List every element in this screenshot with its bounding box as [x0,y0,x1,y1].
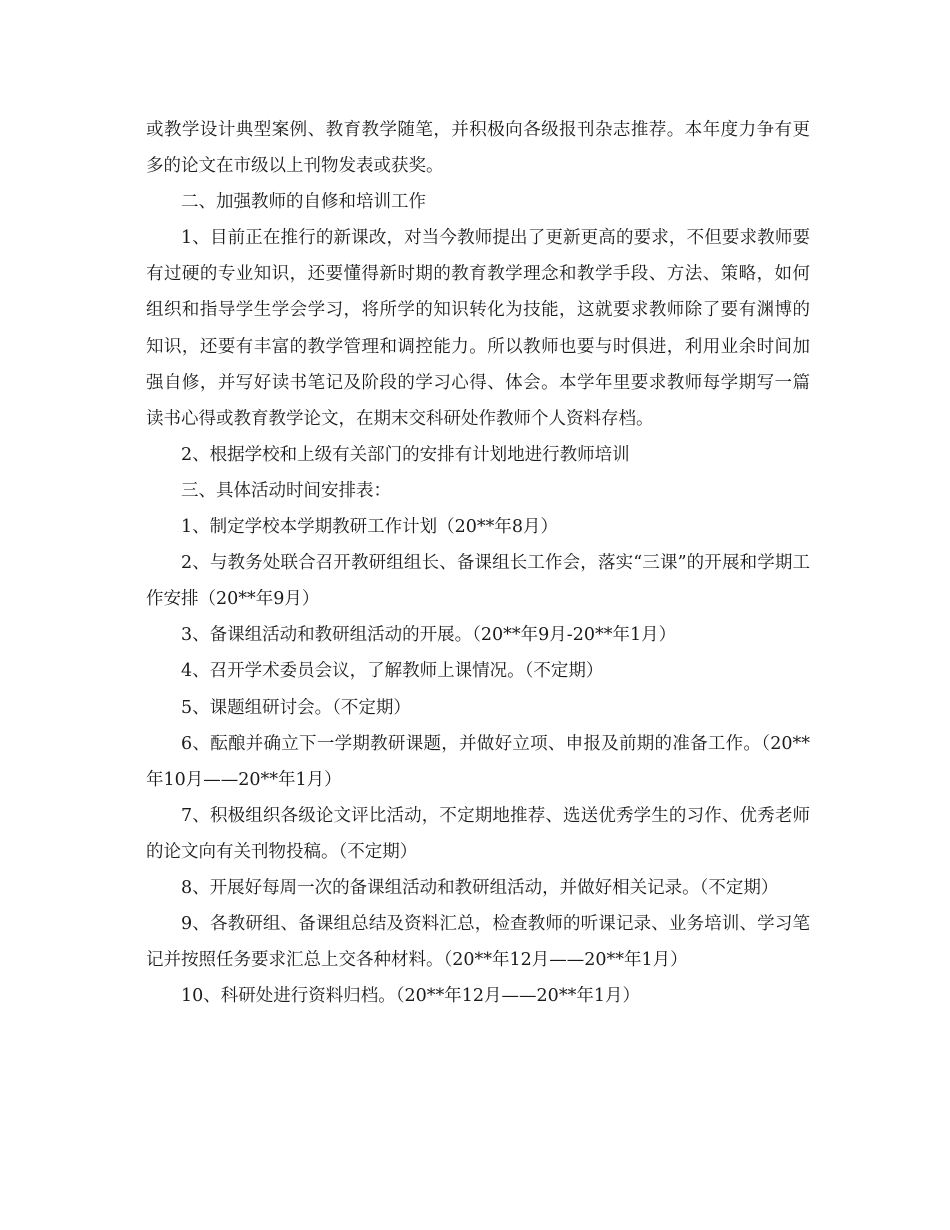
schedule-item-5: 5、课题组研讨会。（不定期） [181,697,411,718]
schedule-item-9: 9、各教研组、备课组总结及资料汇总，检查教师的听课记录、业务培训、学习笔记并按照任务要求汇总上交各种材料。（20**年12月——20**年1月） [146,914,810,971]
schedule-item-1: 1、制定学校本学期教研工作计划（20**年8月） [181,517,559,538]
schedule-item-4: 4、召开学术委员会议，了解教师上课情况。（不定期） [181,661,604,682]
schedule-item-10: 10、科研处进行资料归档。（20**年12月——20**年1月） [181,986,640,1007]
schedule-item-3: 3、备课组活动和教研组活动的开展。（20**年9月-20**年1月） [181,625,677,646]
paragraph-1: 或教学设计典型案例、教育教学随笔，并积极向各级报刊杂志推荐。本年度力争有更多的论文在市级以上刊物发表或获奖。 [146,120,810,177]
schedule-item-7: 7、积极组织各级论文评比活动，不定期地推荐、选送优秀学生的习作、优秀老师的论文向有关刊物投稿。（不定期） [146,805,810,862]
schedule-item-2: 2、与教务处联合召开教研组组长、备课组长工作会，落实“三课”的开展和学期工作安排（20**年9月） [146,553,810,610]
schedule-item-8: 8、开展好每周一次的备课组活动和教研组活动，并做好相关记录。（不定期） [181,877,779,898]
paragraph-4: 2、根据学校和上级有关部门的安排有计划地进行教师培训 [181,444,630,465]
schedule-item-6: 6、酝酿并确立下一学期教研课题，并做好立项、申报及前期的准备工作。（20**年10月——20**年1月） [146,733,810,790]
section-heading-3: 三、具体活动时间安排表： [181,480,391,501]
section-heading-2: 二、加强教师的自修和培训工作 [181,192,426,213]
document-page [146,112,810,1014]
paragraph-3: 1、目前正在推行的新课改，对当今教师提出了更新更高的要求，不但要求教师要有过硬的专业知识，还要懂得新时期的教育教学理念和教学手段、方法、策略，如何组织和指导学生学会学习，将所学的知识转化为技能，这就要求教师除了要有渊博的知识，还要有丰富的教学管理和调控能力。所以教师也要与时俱进，利用业余时间加强自修，并写好读书笔记及阶段的学习心得、体会。本学年里要求教师每学期写一篇读书心得或教育教学论文，在期末交科研处作教师个人资料存档。 [146,228,810,429]
